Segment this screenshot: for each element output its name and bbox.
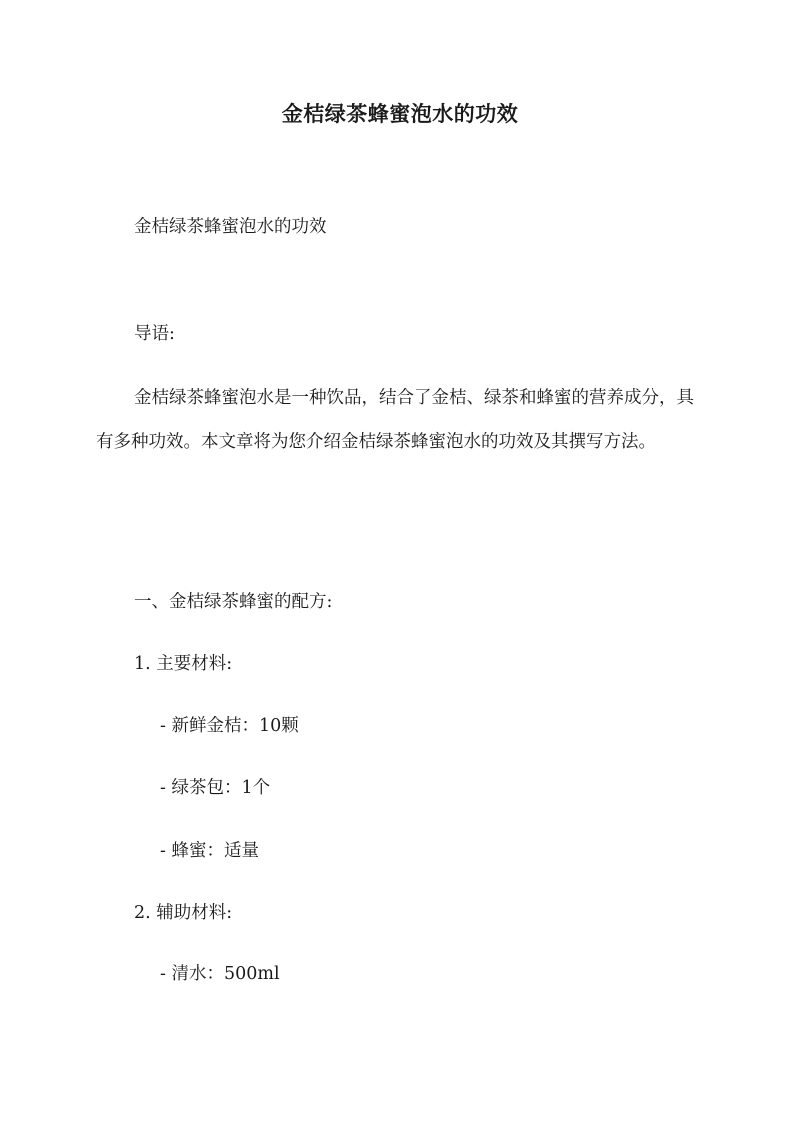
material-item-water: - 清水：500ml [160,964,280,984]
material-item-kumquat: - 新鲜金桔：10颗 [160,716,299,736]
material-item-green-tea: - 绿茶包：1个 [160,778,271,798]
aux-materials-label: 2. 辅助材料: [134,903,233,923]
document-title: 金桔绿茶蜂蜜泡水的功效 [281,101,519,126]
document-subtitle: 金桔绿茶蜂蜜泡水的功效 [134,217,327,237]
main-materials-label: 1. 主要材料: [134,654,233,674]
material-item-honey: - 蜂蜜：适量 [160,841,259,861]
intro-paragraph: 金桔绿茶蜂蜜泡水是一种饮品，结合了金桔、绿茶和蜂蜜的营养成分，具有多种功效。本文章将为您介绍金桔绿茶蜂蜜泡水的功效及其撰写方法。 [96,388,694,452]
intro-heading: 导语: [134,324,175,344]
section-heading-formula: 一、金桔绿茶蜂蜜的配方: [134,592,333,612]
